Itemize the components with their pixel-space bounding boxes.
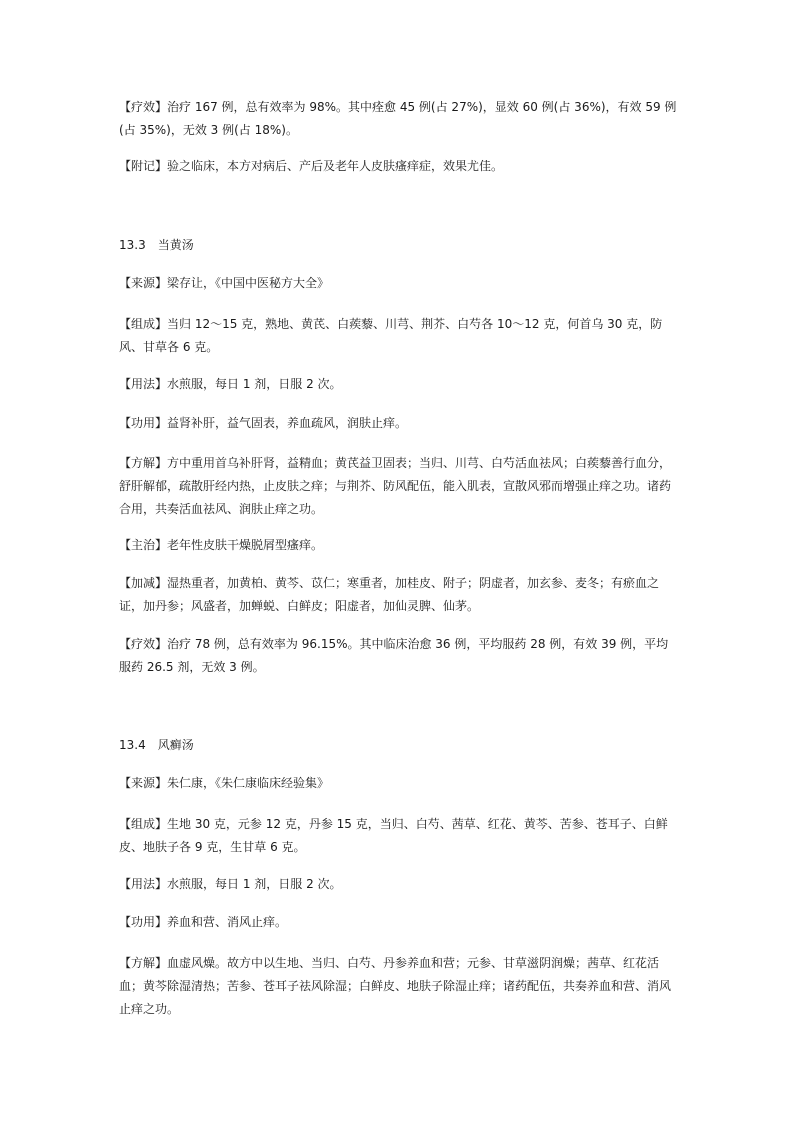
paragraph-tag: 【主治】: [119, 538, 168, 552]
section-heading: 13.4 风癣汤: [119, 738, 194, 752]
paragraph-efficacy: [119, 633, 679, 679]
paragraph-explanation: [119, 952, 679, 1021]
paragraph-text: 老年性皮肤干燥脱屑型瘙痒。: [167, 538, 324, 552]
paragraph-tag: 【附记】: [119, 159, 168, 173]
paragraph-efficacy: [119, 96, 679, 142]
paragraph-text: 治疗 78 例，总有效率为 96.15%。其中临床治愈 36 例，平均服药 28 例，有效 39 例，平均服药 26.5 剂，无效 3 例。: [119, 637, 669, 674]
paragraph-tag: 【用法】: [119, 877, 168, 891]
paragraph-text: 水煎服，每日 1 剂，日服 2 次。: [167, 877, 342, 891]
paragraph-tag: 【来源】: [119, 776, 168, 790]
paragraph-text: 血虚风燥。故方中以生地、当归、白芍、丹参养血和营；元参、甘草滋阴润燥；茜草、红花活血；黄芩除湿清热；苦参、苍耳子祛风除湿；白鲜皮、地肤子除湿止痒；诸药配伍，共奏养血和营、消风止痒之功。: [119, 956, 672, 1016]
paragraph-tag: 【方解】: [119, 956, 168, 970]
paragraph-tag: 【用法】: [119, 377, 168, 391]
paragraph-text: 水煎服，每日 1 剂，日服 2 次。: [167, 377, 342, 391]
section-heading: 13.3 当黄汤: [119, 238, 194, 252]
paragraph-indication: [119, 534, 679, 557]
paragraph-text: 养血和营、消风止痒。: [167, 915, 288, 929]
paragraph-tag: 【疗效】: [119, 100, 168, 114]
paragraph-usage: [119, 373, 679, 396]
paragraph-source: [119, 272, 679, 295]
paragraph-explanation: [119, 452, 679, 521]
paragraph-text: 方中重用首乌补肝肾，益精血；黄芪益卫固表；当归、川芎、白芍活血祛风；白蒺藜善行血分，舒肝解郁，疏散肝经内热，止皮肤之痒；与荆芥、防风配伍，能入肌表，宣散风邪而增强止痒之功。诸药合用，共奏活血祛风、润肤止痒之功。: [119, 456, 672, 516]
paragraph-text: 朱仁康，《朱仁康临床经验集》: [167, 776, 330, 790]
paragraph-composition: [119, 813, 679, 859]
paragraph-modification: [119, 572, 679, 618]
paragraph-tag: 【功用】: [119, 416, 168, 430]
paragraph-tag: 【疗效】: [119, 637, 168, 651]
paragraph-note: [119, 155, 679, 178]
paragraph-composition: [119, 313, 679, 359]
paragraph-text: 梁存让，《中国中医秘方大全》: [167, 276, 330, 290]
paragraph-text: 益肾补肝，益气固表，养血疏风，润肤止痒。: [167, 416, 408, 430]
paragraph-tag: 【来源】: [119, 276, 168, 290]
paragraph-text: 验之临床，本方对病后、产后及老年人皮肤瘙痒症，效果尤佳。: [167, 159, 504, 173]
paragraph-text: 湿热重者，加黄柏、黄芩、苡仁；寒重者，加桂皮、附子；阴虚者，加玄参、麦冬；有瘀血之证，加丹参；风盛者，加蝉蜕、白鲜皮；阳虚者，加仙灵脾、仙茅。: [119, 576, 660, 613]
paragraph-usage: [119, 873, 679, 896]
paragraph-tag: 【方解】: [119, 456, 168, 470]
paragraph-text: 治疗 167 例，总有效率为 98%。其中痊愈 45 例(占 27%)，显效 60 例(占 36%)，有效 59 例(占 35%)，无效 3 例(占 18%)。: [119, 100, 677, 137]
paragraph-tag: 【加减】: [119, 576, 168, 590]
paragraph-tag: 【组成】: [119, 317, 168, 331]
paragraph-tag: 【功用】: [119, 915, 168, 929]
paragraph-text: 生地 30 克，元参 12 克，丹参 15 克，当归、白芍、茜草、红花、黄芩、苦参、苍耳子、白鲜皮、地肤子各 9 克，生甘草 6 克。: [119, 817, 668, 854]
paragraph-function: [119, 412, 679, 435]
paragraph-text: 当归 12～15 克，熟地、黄芪、白蒺藜、川芎、荆芥、白芍各 10～12 克，何首乌 30 克，防风、甘草各 6 克。: [119, 317, 663, 354]
paragraph-tag: 【组成】: [119, 817, 168, 831]
paragraph-function: [119, 911, 679, 934]
paragraph-source: [119, 772, 679, 795]
